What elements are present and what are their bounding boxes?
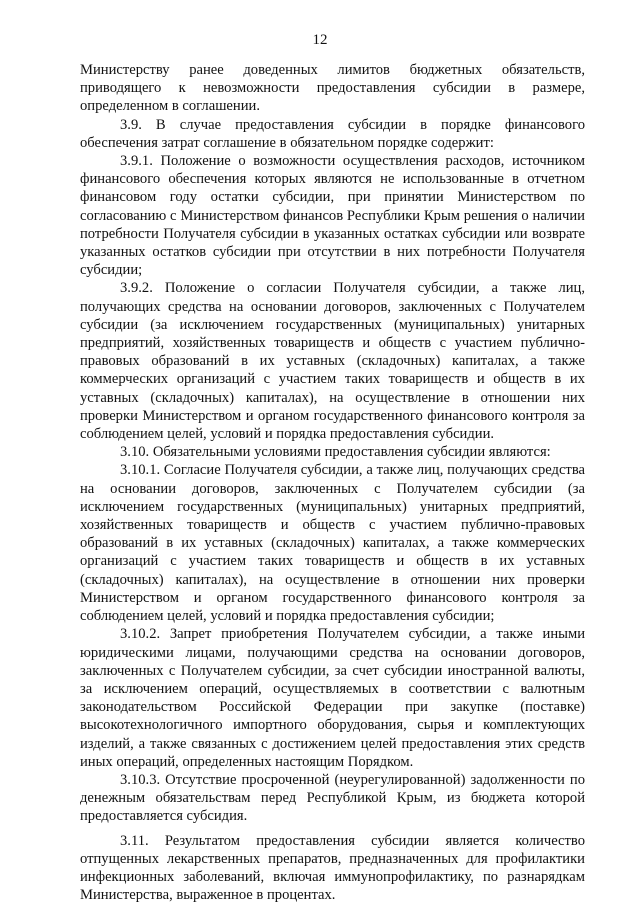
paragraph-3-9-1: 3.9.1. Положение о возможности осуществления расходов, источником финансового обеспечения которых являются не использованные в отчетном финансовом году остатки субсидии, при принятии Министерством по согласованию с Министерством финансов Республики Крым решения о наличии потребности Получателя субсидии в указанных остатках субсидии или возврате указанных остатков субсидии при отсутствии в них потребности Получателя субсидии; <box>80 153 585 279</box>
paragraph-3-11: 3.11. Результатом предоставления субсидии является количество отпущенных лекарственных препаратов, предназначенных для профилактики инфекционных заболеваний, включая иммунопрофилактику, по разнарядкам Министерства, выраженное в процентах. <box>80 832 585 904</box>
document-body <box>80 61 585 904</box>
paragraph-continuation: Министерству ранее доведенных лимитов бюджетных обязательств, приводящего к невозможности предоставления субсидии в размере, определенном в соглашении. <box>80 62 585 115</box>
page-number: 12 <box>312 32 328 48</box>
paragraph-3-10-3: 3.10.3. Отсутствие просроченной (неурегулированной) задолженности по денежным обязательствам перед Республикой Крым, из бюджета которой предоставляется субсидия. <box>80 771 585 825</box>
paragraph-3-10: 3.10. Обязательными условиями предоставления субсидии являются: <box>120 444 551 461</box>
paragraph-3-9-2: 3.9.2. Положение о согласии Получателя субсидии, а также лиц, получающих средства на основании договоров, заключенных с Получателем субсидии (за исключением государственных (муниципальных) унитарных предприятий, хозяйственных товариществ и обществ с участием публично-правовых образований в их уставных (складочных) капиталах, а также коммерческих организаций с участием таких товариществ и обществ в их уставных (складочных) капиталах), на осуществление в отношении них проверки Министерством и органом государственного финансового контроля за соблюдением целей, условий и порядка предоставления субсидии. <box>80 280 585 443</box>
paragraph-3-10-1: 3.10.1. Согласие Получателя субсидии, а также лиц, получающих средства на основании договоров, заключенных с Получателем субсидии (за исключением государственных (муниципальных) унитарных предприятий, хозяйственных товариществ и обществ с участием публично-правовых образований в их уставных (складочных) капиталах, а также коммерческих организаций с участием таких товариществ и обществ в их уставных (складочных) капиталах), на осуществление в отношении них проверки Министерством и органом государственного финансового контроля за соблюдением целей, условий и порядка предоставления субсидии; <box>80 462 585 625</box>
paragraph-3-9: 3.9. В случае предоставления субсидии в порядке финансового обеспечения затрат соглашение в обязательном порядке содержит: <box>80 116 585 151</box>
paragraph-3-10-2: 3.10.2. Запрет приобретения Получателем субсидии, а также иными юридическими лицами, получающими средства на основании договоров, заключенных с Получателем субсидии, за счет субсидии иностранной валюты, за исключением операций, осуществляемых в соответствии с валютным законодательством Российской Федерации при закупке (поставке) высокотехнологичного импортного оборудования, сырья и комплектующих изделий, а также связанных с достижением целей предоставления этих средств иных операций, определенных настоящим Порядком. <box>80 626 585 770</box>
